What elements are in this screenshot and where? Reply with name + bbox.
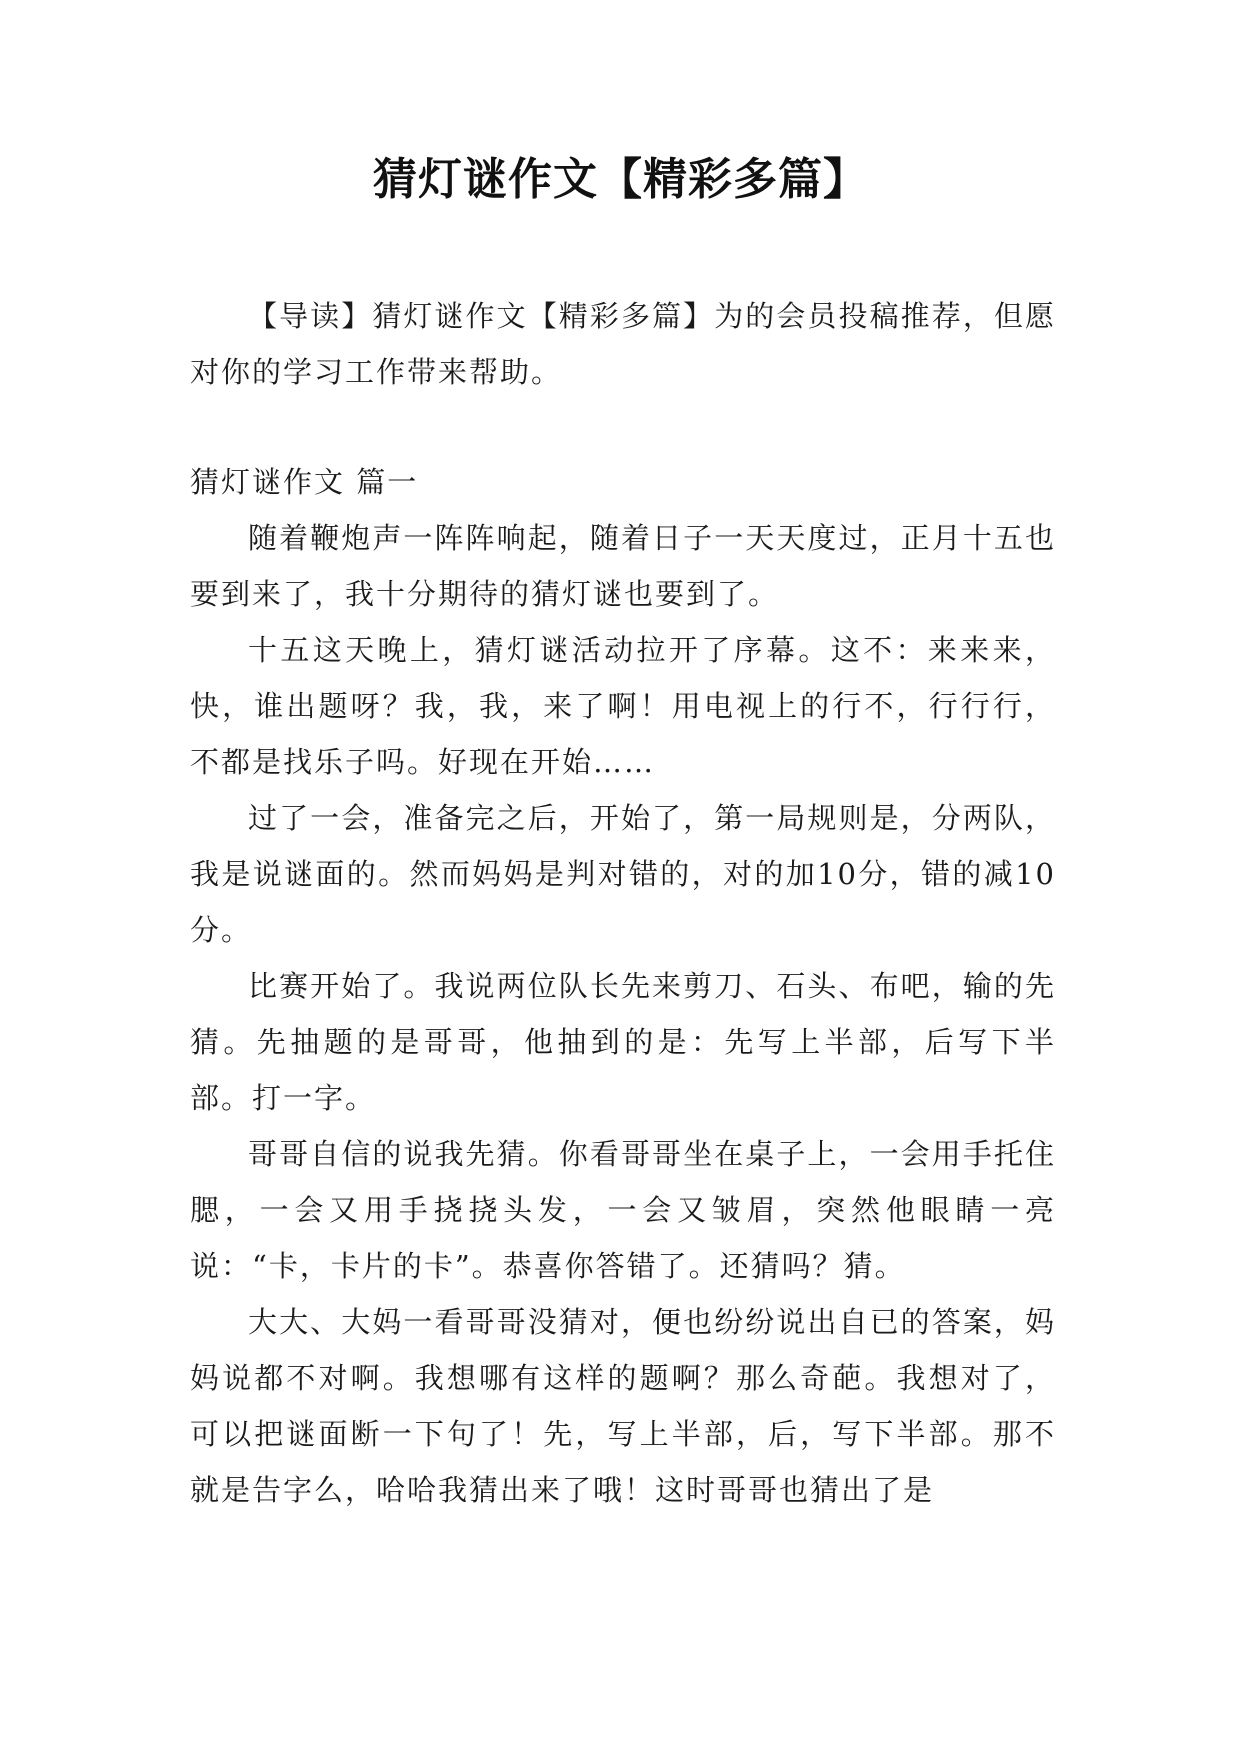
body-paragraph: 比赛开始了。我说两位队长先来剪刀、石头、布吧，输的先猜。先抽题的是哥哥，他抽到的是：先写上半部，后写下半部。打一字。 [190, 969, 1056, 1115]
intro-paragraph: 【导读】猜灯谜作文【精彩多篇】为的会员投稿推荐，但愿对你的学习工作带来帮助。 [190, 299, 1056, 389]
document-title: 猜灯谜作文【精彩多篇】 [373, 154, 868, 205]
body-paragraph: 十五这天晚上，猜灯谜活动拉开了序幕。这不：来来来，快，谁出题呀？我，我，来了啊！用电视上的行不，行行行，不都是找乐子吗。好现在开始…… [190, 633, 1056, 779]
body-paragraph: 随着鞭炮声一阵阵响起，随着日子一天天度过，正月十五也要到来了，我十分期待的猜灯谜也要到了。 [190, 521, 1056, 611]
section-heading: 猜灯谜作文 篇一 [190, 465, 419, 499]
body-paragraph: 过了一会，准备完之后，开始了，第一局规则是，分两队，我是说谜面的。然而妈妈是判对错的，对的加10分，错的减10分。 [190, 801, 1056, 947]
body-paragraph: 哥哥自信的说我先猜。你看哥哥坐在桌子上，一会用手托住腮，一会又用手挠挠头发，一会又皱眉，突然他眼睛一亮说：“卡，卡片的卡”。恭喜你答错了。还猜吗？猜。 [190, 1137, 1056, 1283]
body-paragraph: 大大、大妈一看哥哥没猜对，便也纷纷说出自已的答案，妈妈说都不对啊。我想哪有这样的题啊？那么奇葩。我想对了，可以把谜面断一下句了！先，写上半部，后，写下半部。那不就是告字么，哈哈我猜出来了哦！这时哥哥也猜出了是 [190, 1305, 1056, 1507]
document-body [190, 288, 1056, 1518]
